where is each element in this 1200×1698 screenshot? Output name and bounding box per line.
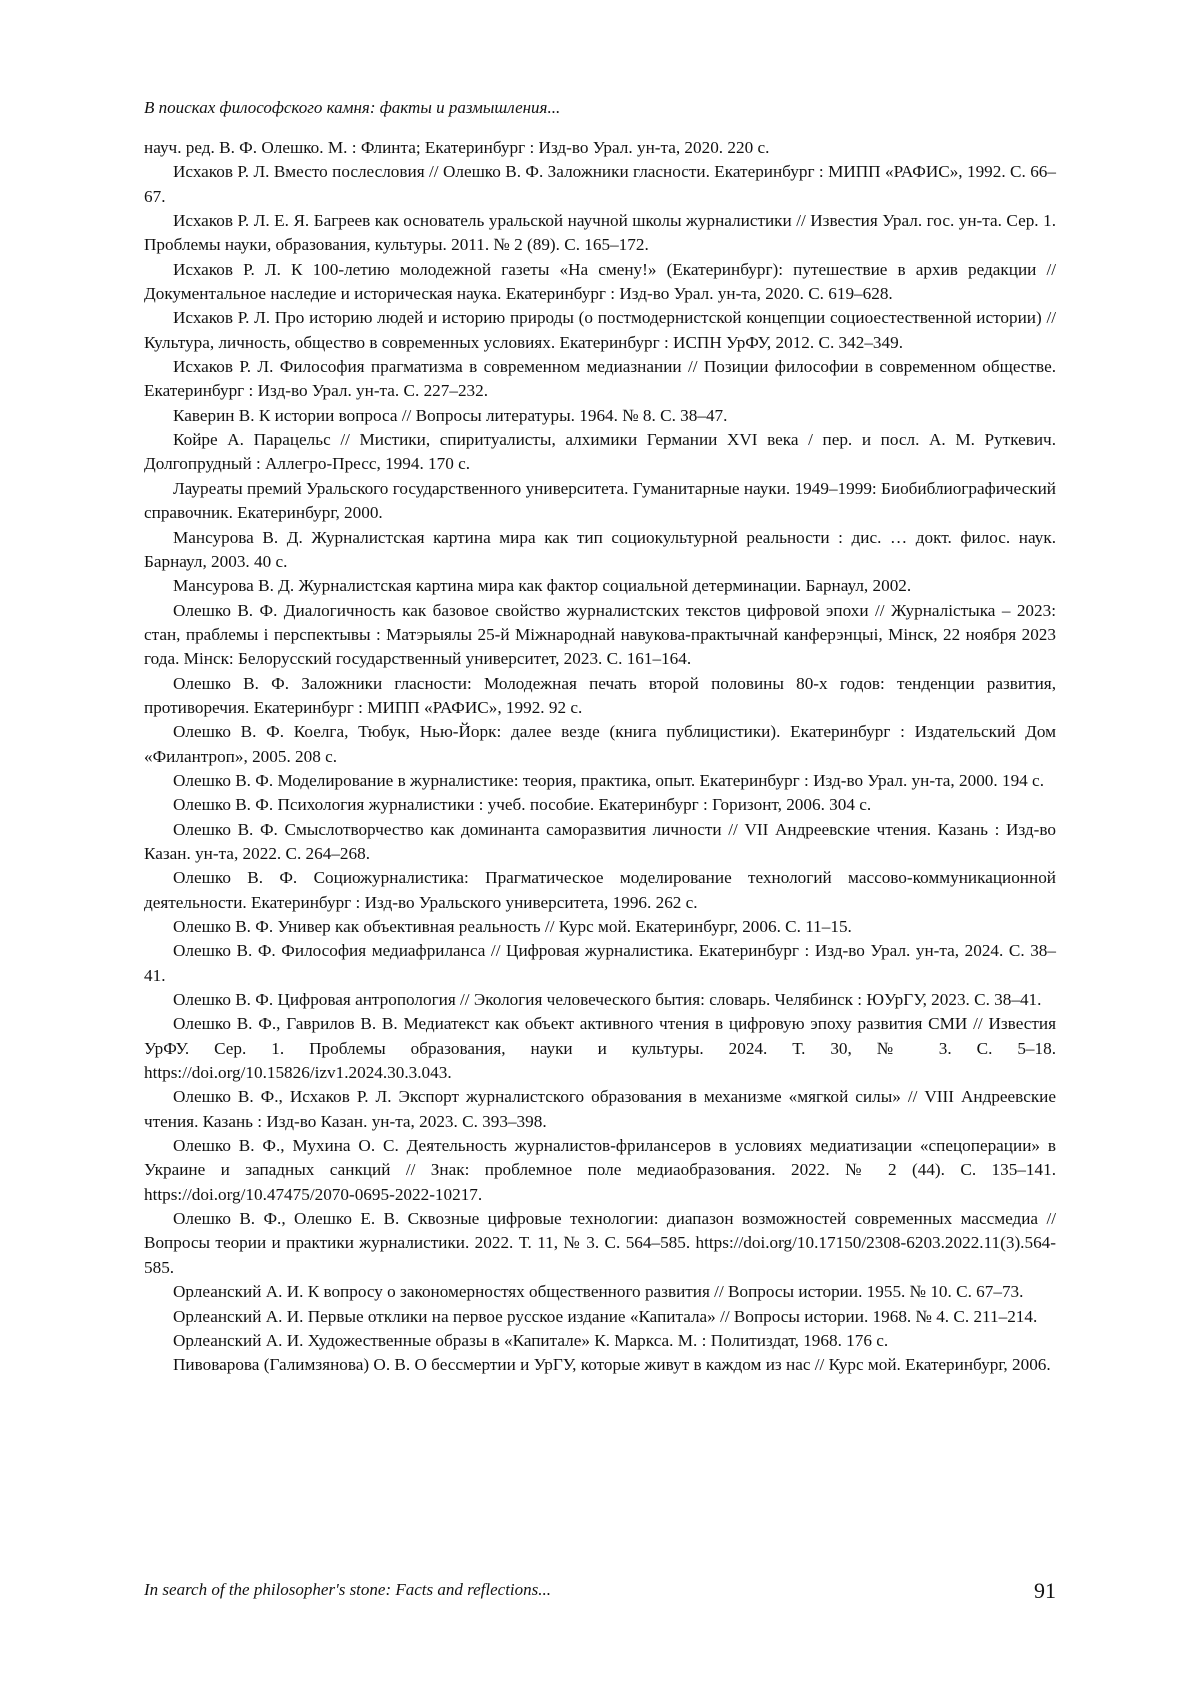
reference-entry: Олешко В. Ф. Цифровая антропология // Экология человеческого бытия: словарь. Челябинск : ЮУрГУ, 2023. С. 38–41. [173,990,1042,1010]
reference-entry: Олешко В. Ф., Исхаков Р. Л. Экспорт журналистского образования в механизме «мягкой силы» // VIII Андреевские чтения. Казань : Изд-во Казан. ун-та, 2023. С. 393–398. [144,1087,1056,1131]
reference-entry: Исхаков Р. Л. К 100-летию молодежной газеты «На смену!» (Екатеринбург): путешествие в архив редакции // Документальное наследие и историческая наука. Екатеринбург : Изд-во Урал. ун-та, 2020. С. 619–628. [144,259,1056,304]
reference-entry: Мансурова В. Д. Журналистская картина мира как тип социокультурной реальности : дис. … докт. филос. наук. Барнаул, 2003. 40 с. [144,527,1056,571]
reference-entry: Орлеанский А. И. Первые отклики на первое русское издание «Капитала» // Вопросы истории. 1968. № 4. С. 211–214. [173,1306,1038,1326]
reference-entry: Исхаков Р. Л. Философия прагматизма в современном медиазнании // Позиции философии в современном обществе. Екатеринбург : Изд-во Урал. ун-та. С. 227–232. [144,357,1056,401]
reference-entry: Олешко В. Ф., Гаврилов В. В. Медиатекст как объект активного чтения в цифровую эпоху развития СМИ // Известия УрФУ. Сер. 1. Проблемы образования, науки и культуры. 2024. Т. 30, № 3. С. 5–18. https://doi.org/10.15826/izv1.2024.30.3.043. [144,1014,1056,1083]
reference-entry: Олешко В. Ф. Коелга, Тюбук, Нью-Йорк: далее везде (книга публицистики). Екатеринбург : Издательский Дом «Филантроп», 2005. 208 с. [144,722,1056,766]
reference-entry: Лауреаты премий Уральского государственного университета. Гуманитарные науки. 1949–1999: Биобиблиографический справочник. Екатеринбург, 2000. [144,478,1056,523]
reference-entry: Пивоварова (Галимзянова) О. В. О бессмертии и УрГУ, которые живут в каждом из нас // Курс мой. Екатеринбург, 2006. [173,1355,1051,1375]
reference-entry: Койре А. Парацельс // Мистики, спиритуалисты, алхимики Германии XVI века / пер. и посл. А. М. Руткевич. Долгопрудный : Аллегро-Пресс, 1994. 170 с. [144,430,1056,474]
page-number: 91 [1034,1578,1056,1603]
reference-entry: Исхаков Р. Л. Е. Я. Багреев как основатель уральской научной школы журналистики // Известия Урал. гос. ун-та. Сер. 1. Проблемы науки, образования, культуры. 2011. № 2 (89). С. 165–172. [144,211,1056,255]
reference-entry: Исхаков Р. Л. Вместо послесловия // Олешко В. Ф. Заложники гласности. Екатеринбург : МИПП «РАФИС», 1992. С. 66–67. [144,162,1056,206]
reference-entry: Олешко В. Ф. Социожурналистика: Прагматическое моделирование технологий массово-коммуникационной деятельности. Екатеринбург : Изд-во Уральского университета, 1996. 262 с. [144,868,1056,912]
reference-entry: Олешко В. Ф. Смыслотворчество как доминанта саморазвития личности // VII Андреевские чтения. Казань : Изд-во Казан. ун-та, 2022. С. 264–268. [144,819,1056,863]
reference-entry-continued: науч. ред. В. Ф. Олешко. М. : Флинта; Екатеринбург : Изд-во Урал. ун-та, 2020. 220 с. [144,138,770,157]
reference-entry: Олешко В. Ф., Олешко Е. В. Сквозные цифровые технологии: диапазон возможностей современных массмедиа // Вопросы теории и практики журналистики. 2022. Т. 11, № 3. С. 564–585. https://doi.org/10.17150/2308-6203.2022.11(3).564-585. [144,1209,1056,1277]
reference-entry: Олешко В. Ф. Философия медиафриланса // Цифровая журналистика. Екатеринбург : Изд-во Урал. ун-та, 2024. С. 38–41. [144,941,1056,985]
running-header: В поисках философского камня: факты и размышления... [144,98,561,117]
reference-entry: Орлеанский А. И. К вопросу о закономерностях общественного развития // Вопросы истории. 1955. № 10. С. 67–73. [173,1282,1024,1302]
reference-entry: Олешко В. Ф., Мухина О. С. Деятельность журналистов-фрилансеров в условиях медиатизации «спецоперации» в Украине и западных санкций // Знак: проблемное поле медиаобразования. 2022. № 2 (44). С. 135–141. https://doi.org/10.47475/2070-0695-2022-10217. [144,1136,1056,1204]
reference-entry: Олешко В. Ф. Универ как объективная реальность // Курс мой. Екатеринбург, 2006. С. 11–15. [173,917,852,936]
reference-entry: Олешко В. Ф. Психология журналистики : учеб. пособие. Екатеринбург : Горизонт, 2006. 304 с. [173,795,872,815]
running-footer: In search of the philosopher's stone: Facts and reflections... [144,1580,552,1599]
reference-list [144,136,1056,1378]
reference-entry: Олешко В. Ф. Заложники гласности: Молодежная печать второй половины 80-х годов: тенденции развития, противоречия. Екатеринбург : МИПП «РАФИС», 1992. 92 с. [144,673,1056,717]
reference-entry: Каверин В. К истории вопроса // Вопросы литературы. 1964. № 8. С. 38–47. [173,405,728,425]
reference-entry: Исхаков Р. Л. Про историю людей и историю природы (о постмодернистской концепции социоестественной истории) // Культура, личность, общество в современных условиях. Екатеринбург : ИСПН УрФУ, 2012. С. 342–349. [144,308,1056,352]
reference-entry: Олешко В. Ф. Диалогичность как базовое свойство журналистских текстов цифровой эпохи // Журналістыка – 2023: стан, праблемы і перспектывы : Матэрыялы 25-й Міжнароднай навукова-практычнай канферэнцыі, Мінск, 22 ноября 2023 года. Мінск: Белорусский государственный университет, 2023. С. 161–164. [144,600,1056,669]
reference-entry: Орлеанский А. И. Художественные образы в «Капитале» К. Маркса. М. : Политиздат, 1968. 176 с. [173,1330,889,1350]
reference-entry: Мансурова В. Д. Журналистская картина мира как фактор социальной детерминации. Барнаул, 2002. [173,576,912,596]
reference-entry: Олешко В. Ф. Моделирование в журналистике: теория, практика, опыт. Екатеринбург : Изд-во Урал. ун-та, 2000. 194 с. [173,770,1044,790]
